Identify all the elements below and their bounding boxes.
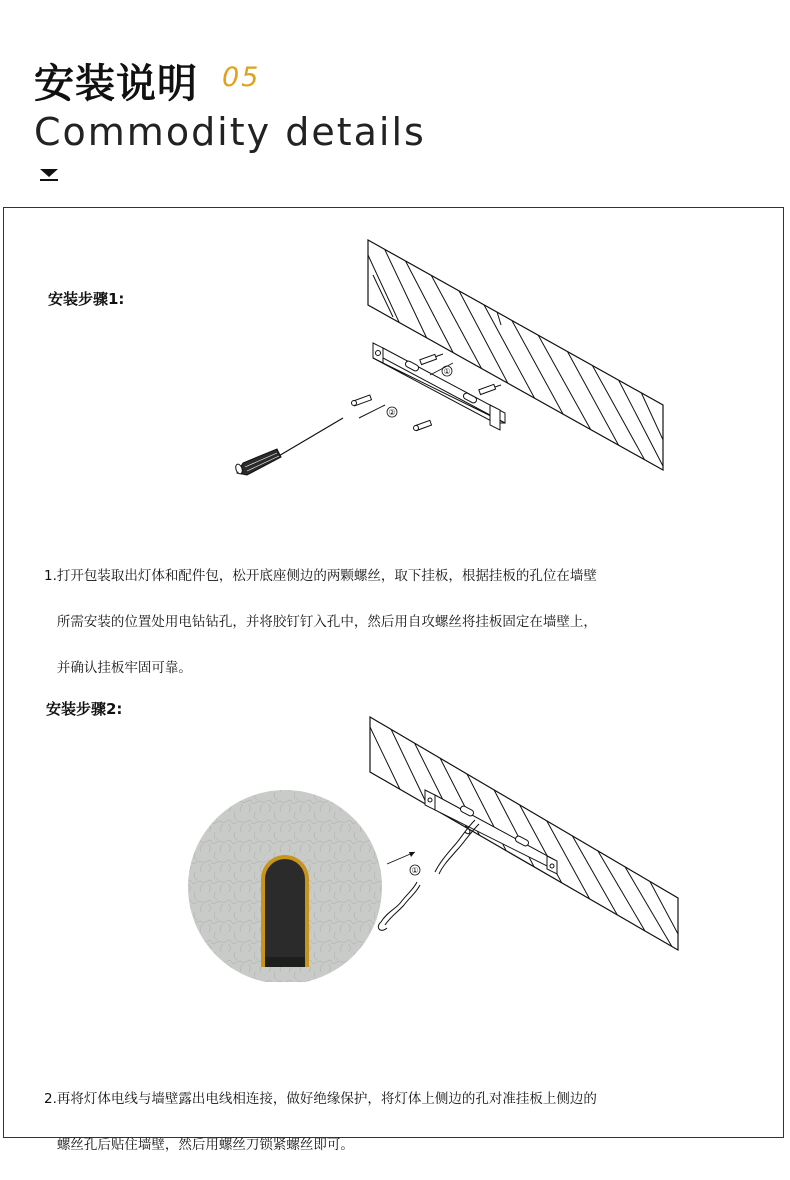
down-triangle-icon (39, 160, 59, 184)
wall-icon (368, 240, 670, 475)
step-2-marker-1: ① (411, 866, 419, 875)
step-1-line-1: 1.打开包装取出灯体和配件包，松开底座侧边的两颗螺丝，取下挂板，根据挂板的孔位在墙壁 (44, 568, 597, 584)
screwdriver-icon (234, 418, 343, 475)
step-2-line-1: 2.再将灯体电线与墙壁露出电线相连接，做好绝缘保护，将灯体上侧边的孔对准挂板上侧边的 (44, 1091, 597, 1107)
step-1-title: 安装步骤1: (48, 290, 125, 308)
section-number: 05 (222, 62, 261, 93)
step-1-line-3: 并确认挂板牢固可靠。 (44, 660, 192, 676)
page-subtitle: Commodity details (34, 110, 426, 154)
step-2-diagram (185, 712, 685, 982)
step-1-description (44, 542, 597, 703)
step-1-marker-2: ② (388, 408, 396, 417)
step-2-line-2: 螺丝孔后贴住墙壁，然后用螺丝刀锁紧螺丝即可。 (44, 1137, 354, 1153)
step-2-title: 安装步骤2: (46, 700, 123, 718)
step-1-line-2: 所需安装的位置处用电钻钻孔，并将胶钉钉入孔中，然后用自攻螺丝将挂板固定在墙壁上， (44, 614, 597, 630)
step-1-marker-1: ① (443, 367, 451, 376)
wall-icon (370, 717, 685, 962)
step-2-description (44, 1065, 597, 1180)
step-1-diagram (225, 235, 675, 485)
page-title: 安装说明 (34, 61, 198, 107)
wall-lamp-icon (188, 790, 382, 982)
